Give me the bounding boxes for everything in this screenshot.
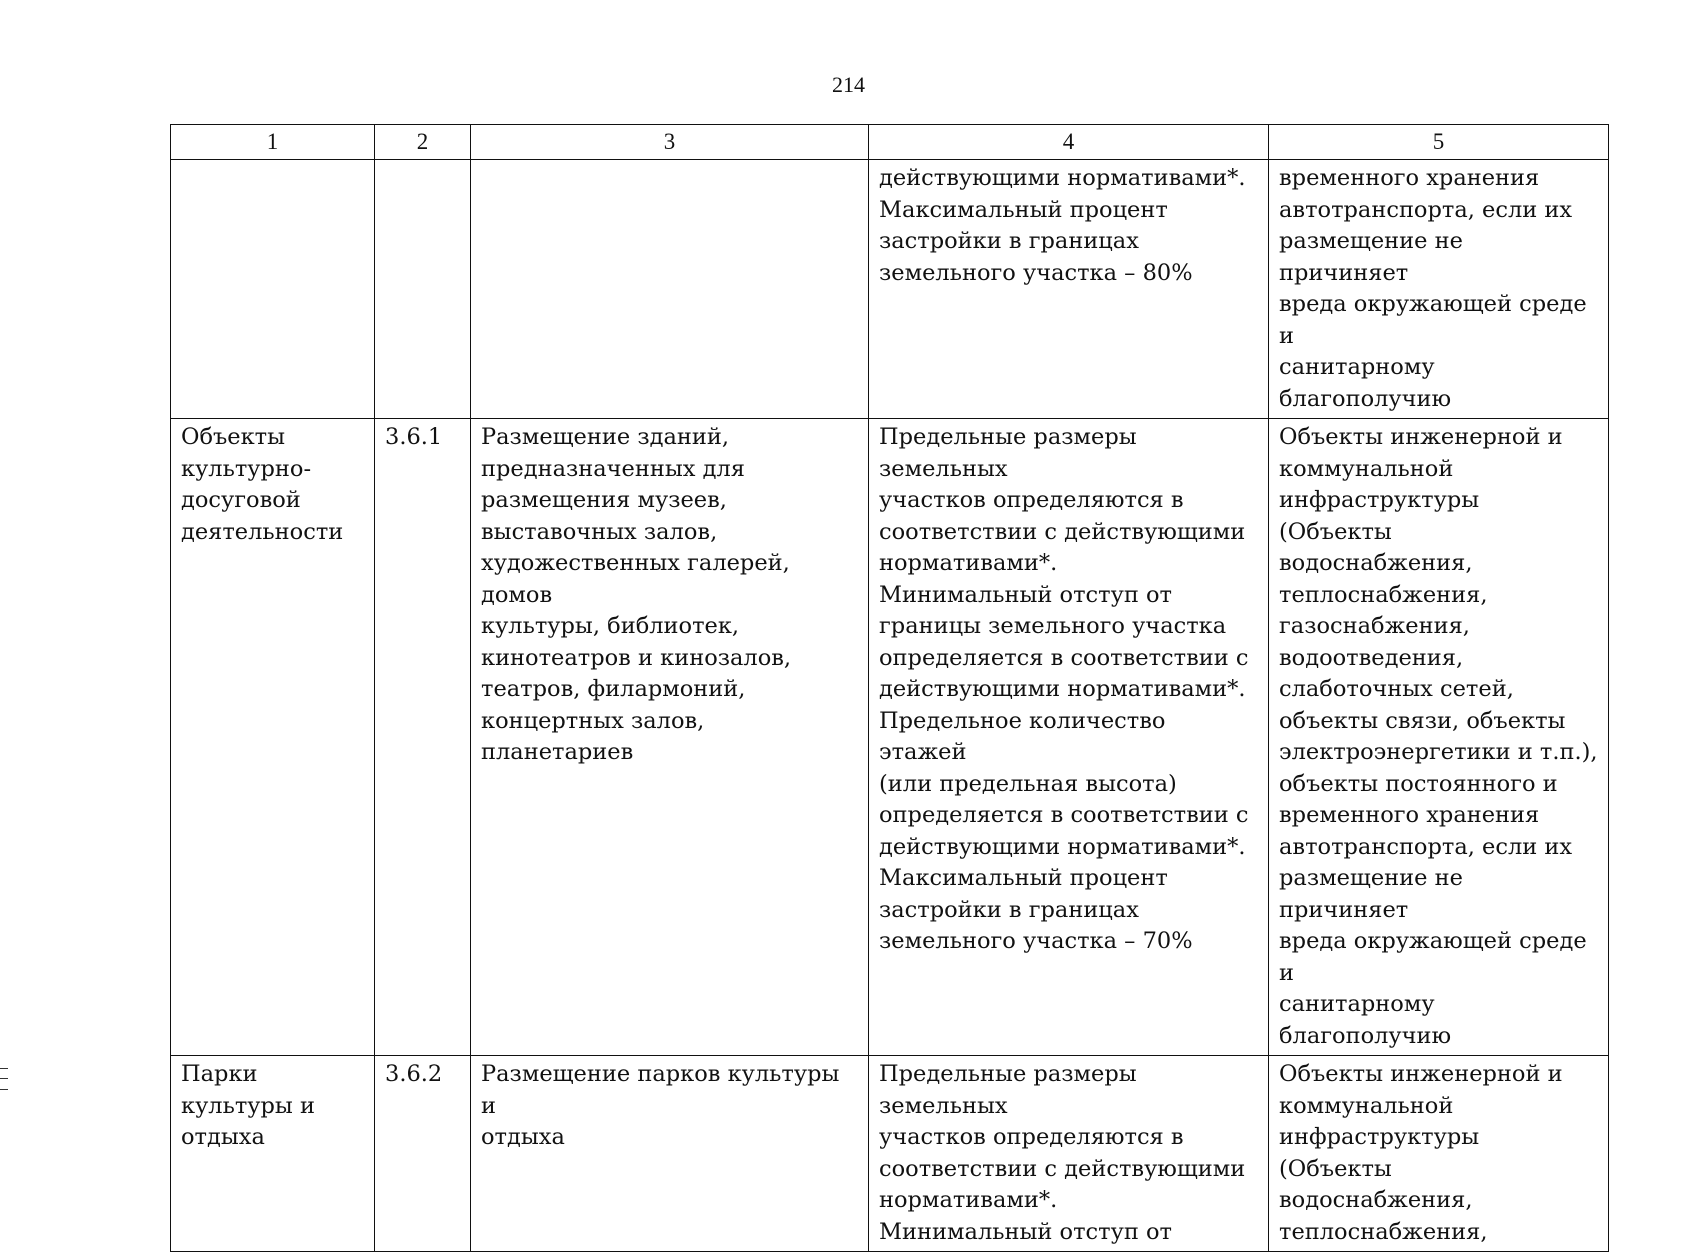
table-row (171, 419, 1609, 1056)
table-row (171, 160, 1609, 419)
header-col-3: 3 (471, 125, 869, 160)
table-row (171, 1056, 1609, 1252)
cell-use-name: Парки культуры и отдыха (171, 1056, 375, 1252)
cell-use-code: 3.6.1 (375, 419, 471, 1056)
cell-building-parameters: Предельные размеры земельных участков определяются в соответствии с действующими нормативами*. Минимальный отступ от (869, 1056, 1269, 1252)
cell-building-parameters: Предельные размеры земельных участков определяются в соответствии с действующими нормативами*. Минимальный отступ от границы земельного участка определяется в соответствии с действующими нормативами*. Предельное количество этажей (или предельная высота) определяется в соответствии с действующими нормативами*. Максимальный процент застройки в границах земельного участка – 70% (869, 419, 1269, 1056)
cell-use-name: Объекты культурно- досуговой деятельности (171, 419, 375, 1056)
table-body (171, 160, 1609, 1252)
page-number: 214 (832, 72, 865, 97)
cell-use-name (171, 160, 375, 419)
cell-use-description: Размещение парков культуры и отдыха (471, 1056, 869, 1252)
header-col-1: 1 (171, 125, 375, 160)
cell-auxiliary-uses: временного хранения автотранспорта, если их размещение не причиняет вреда окружающей среде и санитарному благополучию (1269, 160, 1609, 419)
cell-building-parameters: действующими нормативами*. Максимальный процент застройки в границах земельного участка – 80% (869, 160, 1269, 419)
cell-auxiliary-uses: Объекты инженерной и коммунальной инфраструктуры (Объекты водоснабжения, теплоснабжения, (1269, 1056, 1609, 1252)
cell-use-description: Размещение зданий, предназначенных для размещения музеев, выставочных залов, художественных галерей, домов культуры, библиотек, кинотеатров и кинозалов, театров, филармоний, концертных залов, планетариев (471, 419, 869, 1056)
cell-use-code: 3.6.2 (375, 1056, 471, 1252)
header-col-2: 2 (375, 125, 471, 160)
cell-auxiliary-uses: Объекты инженерной и коммунальной инфраструктуры (Объекты водоснабжения, теплоснабжения, газоснабжения, водоотведения, слаботочных сетей, объекты связи, объекты электроэнергетики и т.п.), объекты постоянного и временного хранения автотранспорта, если их размещение не причиняет вреда окружающей среде и санитарному благополучию (1269, 419, 1609, 1056)
cell-use-code (375, 160, 471, 419)
header-col-5: 5 (1269, 125, 1609, 160)
cell-use-description (471, 160, 869, 419)
binding-margin-mark (0, 1068, 8, 1090)
header-row (171, 125, 1609, 160)
table-header (171, 125, 1609, 160)
header-col-4: 4 (869, 125, 1269, 160)
regulations-table (170, 124, 1609, 1252)
